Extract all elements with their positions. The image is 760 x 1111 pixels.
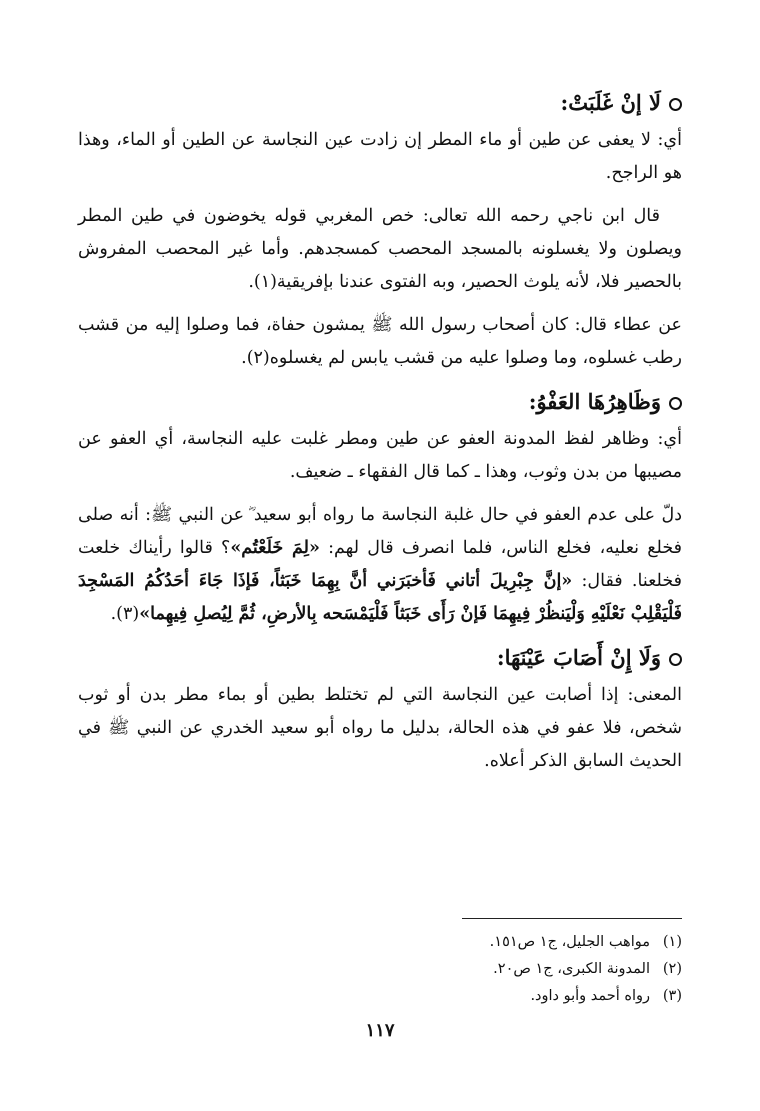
page-body — [78, 86, 682, 788]
page-number: ١١٧ — [365, 1020, 395, 1041]
paragraph: المعنى: إذا أصابت عين النجاسة التي لم تختلط بطين أو بماء مطر بدن أو ثوب شخص، فلا عفو في هذه الحالة، بدليل ما رواه أبو سعيد الخدري عن النبي ﷺ في الحديث السابق الذكر أعلاه. — [78, 685, 682, 771]
paragraph: عن عطاء قال: كان أصحاب رسول الله ﷺ يمشون حفاة، فما وصلوا إليه من قشب رطب غسلوه، وما وصلوا عليه من قشب يابس لم يغسلوه(٢). — [78, 315, 682, 368]
section-heading-2: وَظَاهِرُهَا العَفْوُ: — [78, 385, 682, 419]
circle-bullet-icon — [669, 98, 682, 111]
hadith-quote: «لِمَ خَلَعْتُم» — [230, 538, 320, 558]
hadith-paragraph: دلّ على عدم العفو في حال غلبة النجاسة ما رواه أبو سعيد ؓ عن النبي ﷺ: أنه صلى فخلع نعليه، فخلع الناس، فلما انصرف قال لهم: «لِمَ خَلَعْتُم»؟ قالوا رأيناك خلعت فخلعنا. فقال: «إنَّ جِبْرِيلَ أتاني فَأخبَرَني أنَّ بِهِمَا خَبَثاً، فَإذَا جَاءَ أحَدُكُمُ المَسْجِدَ فَلْيَقْلِبْ نَعْلَيْهِ وَلْيَنظُرْ فِيهِمَا فَإنْ رَأَى خَبَثاً فَلْيَمْسَحه بِالأرضِ، ثُمَّ لِيُصلِ فِيهِما»(٣). — [78, 505, 682, 624]
paragraph: أي: وظاهر لفظ المدونة العفو عن طين ومطر غلبت عليه النجاسة، أي العفو عن مصيبها من بدن وثوب، وهذا ـ كما قال الفقهاء ـ ضعيف. — [78, 429, 682, 482]
hadith-quote: «إنَّ جِبْرِيلَ أتاني فَأخبَرَني أنَّ بِهِمَا خَبَثاً، فَإذَا جَاءَ أحَدُكُمُ المَسْجِدَ فَلْيَقْلِبْ نَعْلَيْهِ وَلْيَنظُرْ فِيهِمَا فَإنْ رَأَى خَبَثاً فَلْيَمْسَحه بِالأرضِ، ثُمَّ لِيُصلِ فِيهِما» — [78, 571, 682, 624]
footnote: (٣)رواه أحمد وأبو داود. — [530, 988, 682, 1004]
section-heading-1: لَا إنْ غَلَبَتْ: — [78, 86, 682, 120]
paragraph: أي: لا يعفى عن طين أو ماء المطر إن زادت عين النجاسة عن الطين أو الماء، وهذا هو الراجح. — [78, 130, 682, 183]
circle-bullet-icon — [669, 397, 682, 410]
footnotes — [78, 918, 682, 1010]
paragraph: قال ابن ناجي رحمه الله تعالى: خص المغربي قوله يخوضون في طين المطر ويصلون ولا يغسلونه بالمسجد المحصب كمسجدهم. وأما غير المحصب المفروش بالحصير فلا، لأنه يلوث الحصير، وبه الفتوى عندنا بإفريقية(١). — [78, 206, 682, 292]
footnote: (١)مواهب الجليل، ج١ ص١٥١. — [489, 934, 682, 950]
section-heading-3: وَلَا إِنْ أَصَابَ عَيْنَهَا: — [78, 641, 682, 675]
footnote: (٢)المدونة الكبرى، ج١ ص٢٠. — [493, 961, 682, 977]
footnote-divider — [462, 918, 682, 919]
circle-bullet-icon — [669, 653, 682, 666]
